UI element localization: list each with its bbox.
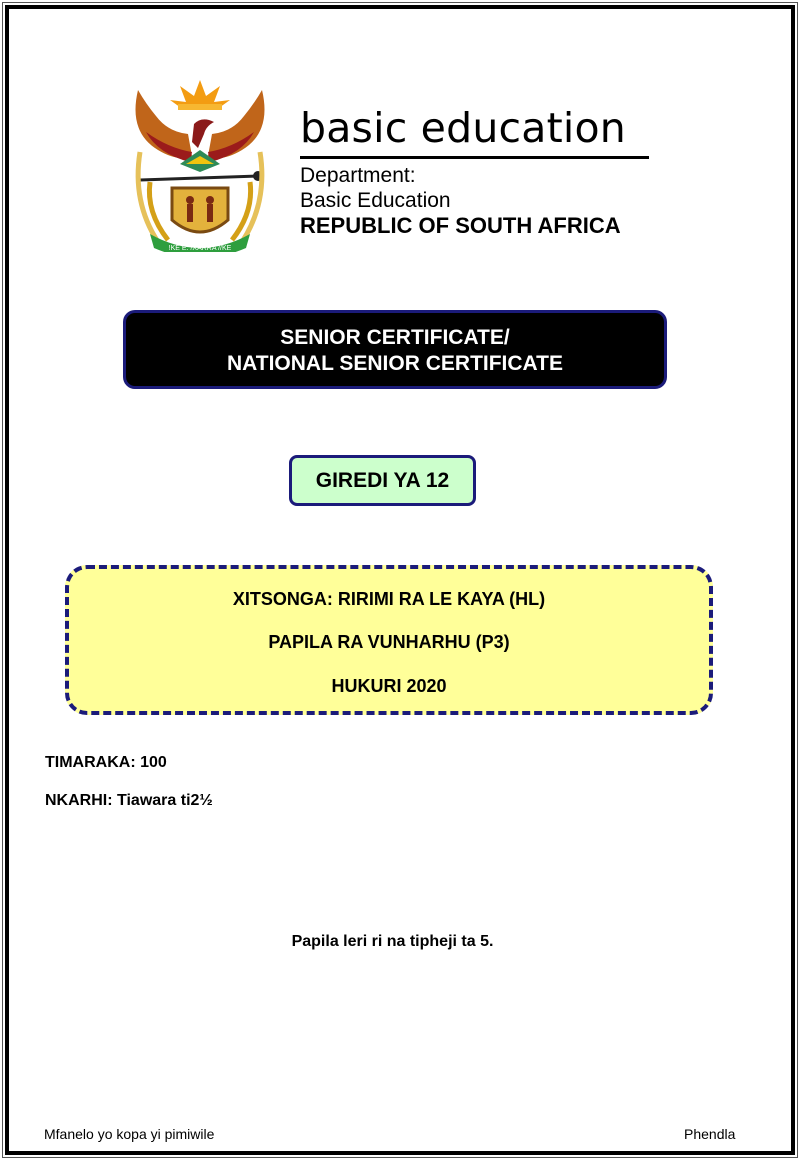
copyright-notice: Mfanelo yo kopa yi pimiwile — [44, 1126, 215, 1142]
brand-divider — [300, 156, 649, 159]
pages-note: Papila leri ri na tipheji ta 5. — [291, 933, 494, 950]
department-header — [300, 104, 650, 239]
grade-badge: GIREDI YA 12 — [289, 455, 476, 506]
marks-label: TIMARAKA: 100 — [45, 754, 167, 771]
coat-of-arms-icon — [128, 72, 272, 252]
subject-session: HUKURI 2020 — [331, 676, 447, 696]
department-name: Basic Education — [300, 189, 451, 212]
certificate-line-1: SENIOR CERTIFICATE/ — [280, 326, 510, 349]
country-name: REPUBLIC OF SOUTH AFRICA — [300, 213, 621, 238]
next-page-label: Phendla — [684, 1126, 736, 1142]
certificate-line-2: NATIONAL SENIOR CERTIFICATE — [227, 352, 563, 375]
svg-text:!KE E: /XARRA //KE: !KE E: /XARRA //KE — [168, 245, 232, 252]
subject-box — [65, 565, 713, 715]
subject-language: XITSONGA: RIRIMI RA LE KAYA (HL) — [232, 589, 546, 609]
time-label: NKARHI: Tiawara ti2½ — [45, 792, 213, 809]
certificate-banner — [123, 310, 667, 389]
department-label: Department: — [300, 164, 416, 187]
brand-title: basic education — [300, 104, 626, 152]
subject-paper: PAPILA RA VUNHARHU (P3) — [268, 632, 510, 652]
